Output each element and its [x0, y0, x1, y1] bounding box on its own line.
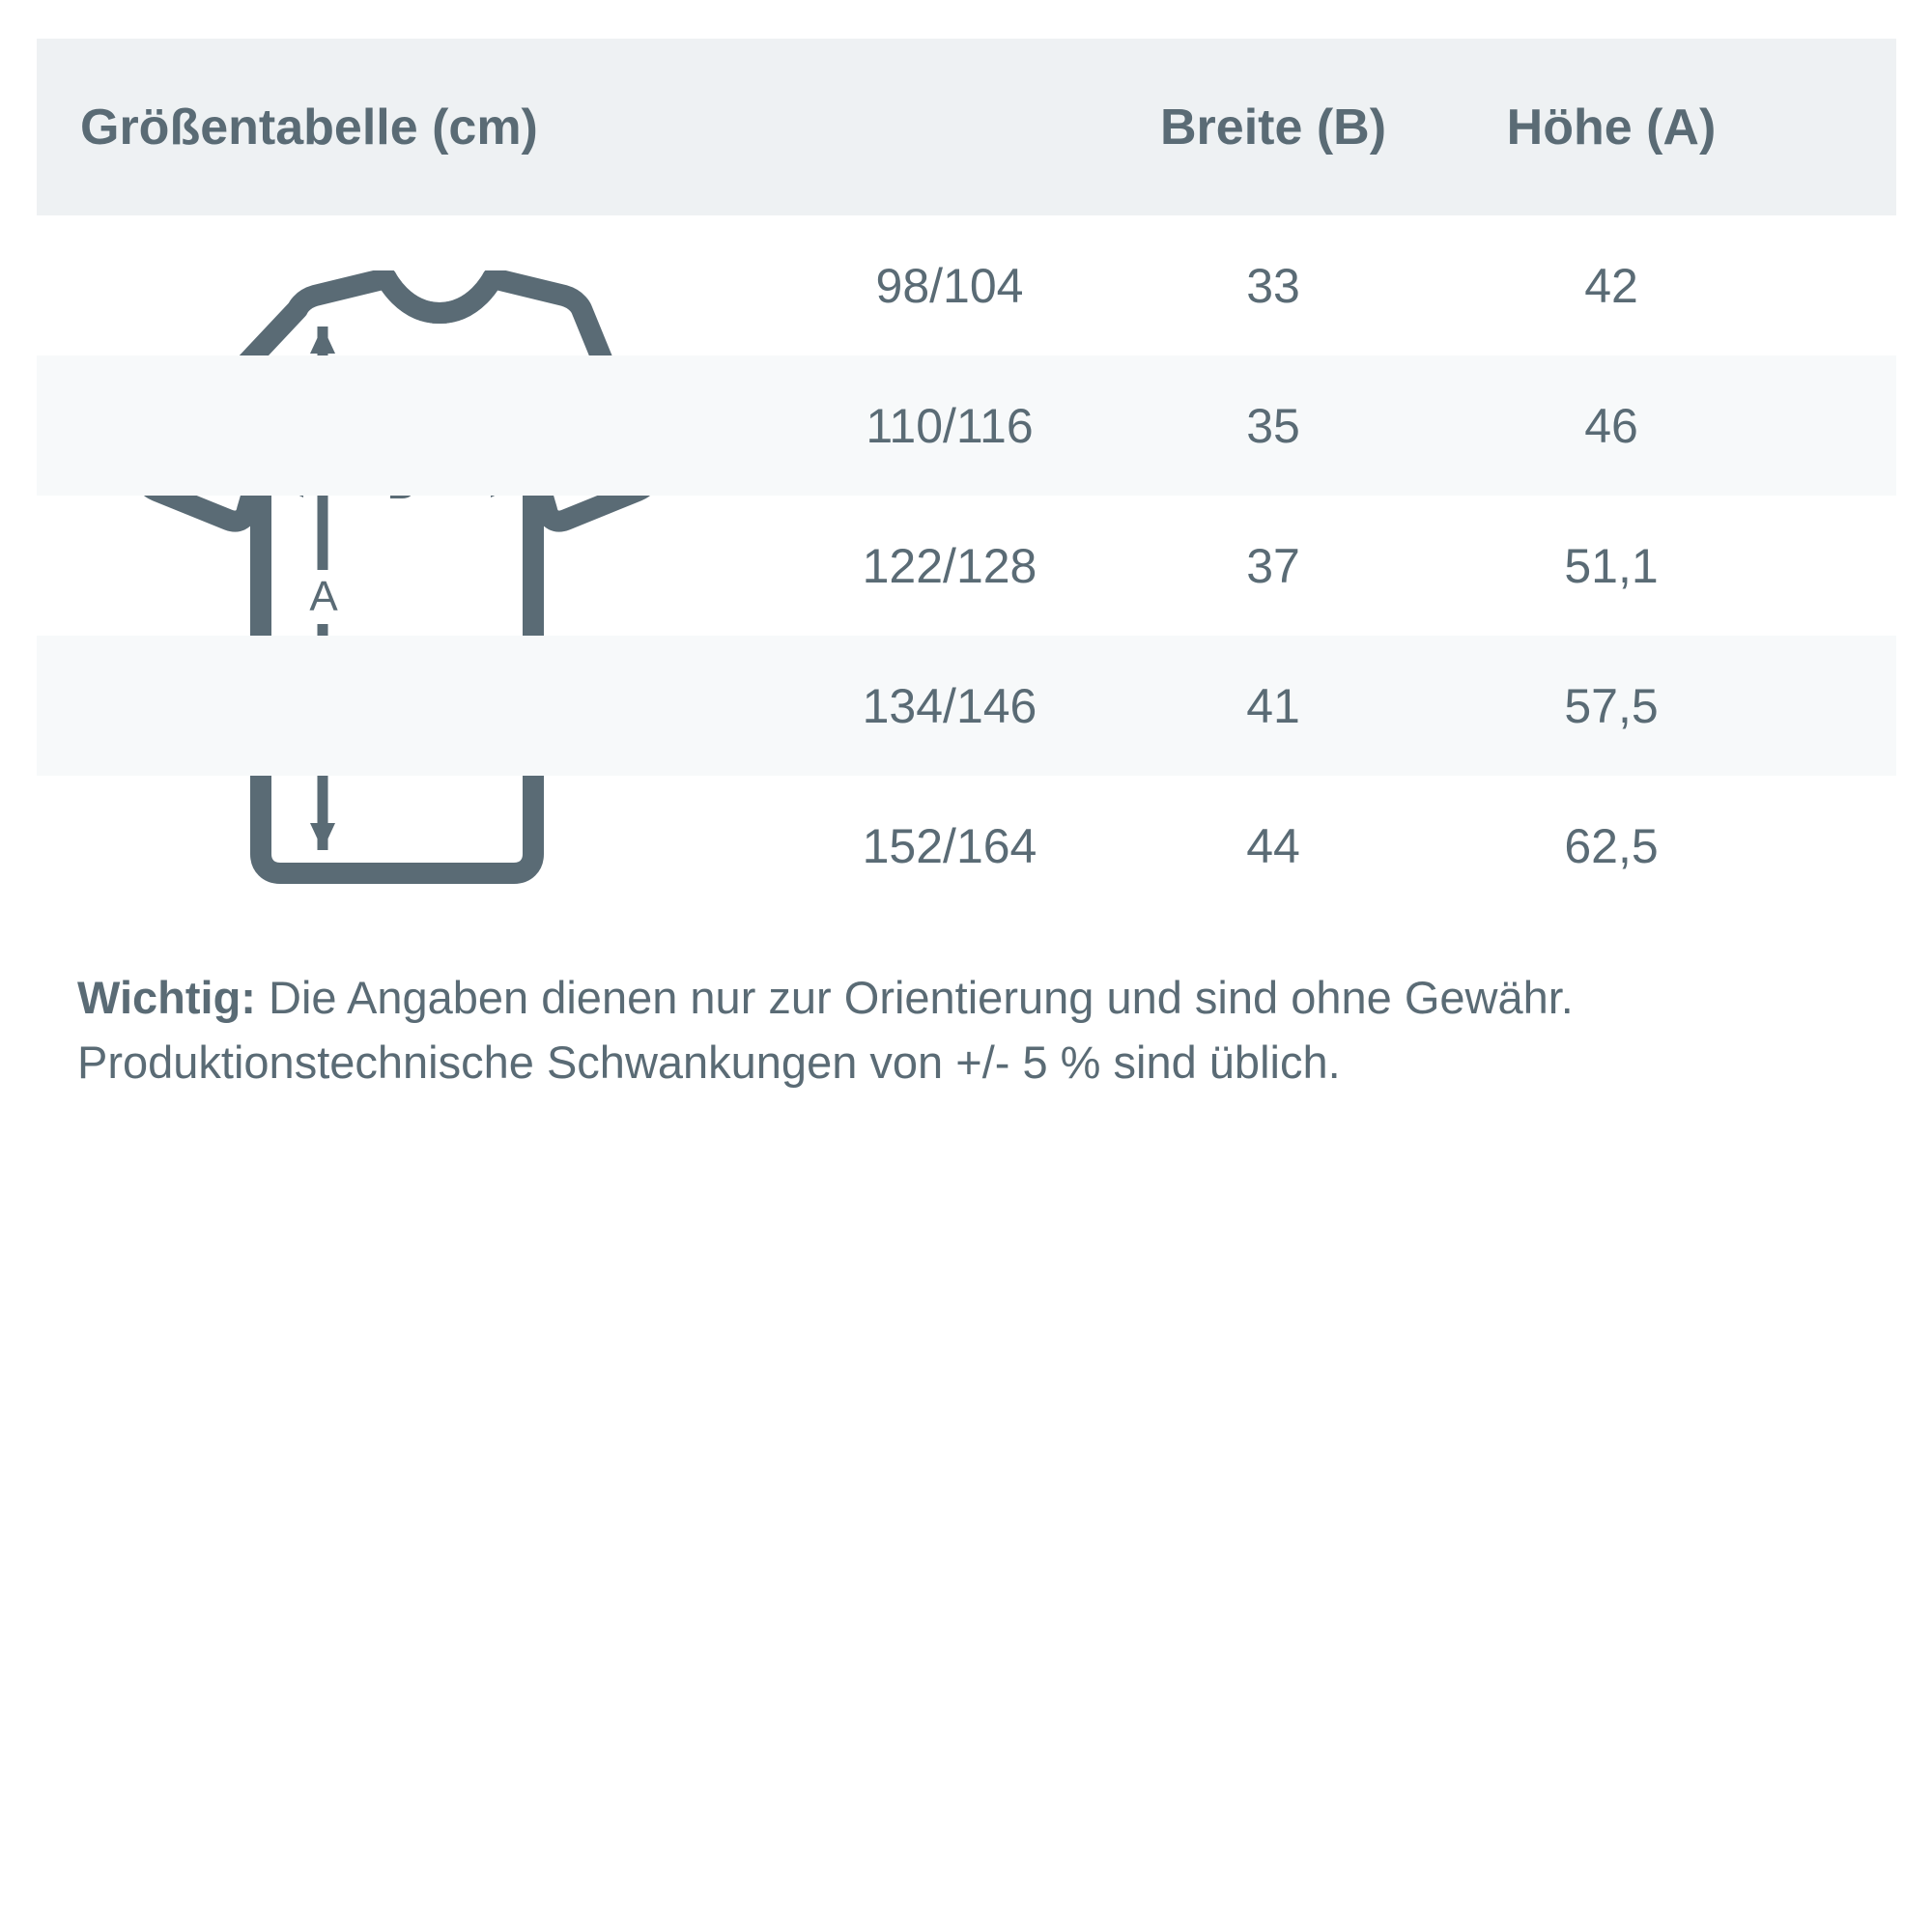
table-header-bar	[37, 39, 1896, 215]
disclaimer-note	[77, 966, 1816, 1094]
cell-width: 41	[1246, 678, 1300, 733]
cell-size: 134/146	[862, 678, 1037, 733]
size-table	[37, 215, 1896, 916]
cell-height: 42	[1584, 258, 1638, 313]
table-row	[37, 776, 1896, 916]
diagram-label-a: A	[309, 573, 338, 620]
cell-width: 33	[1246, 258, 1300, 313]
cell-height: 57,5	[1564, 678, 1659, 733]
cell-height: 62,5	[1564, 818, 1659, 873]
table-row	[37, 496, 1896, 636]
table-row	[37, 636, 1896, 776]
column-header-width: Breite (B)	[1159, 99, 1387, 156]
cell-height: 51,1	[1564, 538, 1659, 593]
disclaimer-label: Wichtig:	[77, 972, 256, 1023]
table-row	[37, 355, 1896, 496]
cell-width: 37	[1246, 538, 1300, 593]
cell-height: 46	[1584, 398, 1638, 453]
cell-size: 152/164	[862, 818, 1037, 873]
column-header-height: Höhe (A)	[1506, 99, 1717, 156]
page-title: Größentabelle (cm)	[80, 99, 538, 156]
cell-size: 98/104	[875, 258, 1024, 313]
cell-size: 122/128	[862, 538, 1037, 593]
table-row	[37, 215, 1896, 355]
cell-width: 35	[1246, 398, 1300, 453]
disclaimer-text: Die Angaben dienen nur zur Orientierung und sind ohne Gewähr. Produktionstechnische Schwankungen von +/- 5 % sind üblich.	[77, 972, 1574, 1088]
cell-width: 44	[1246, 818, 1300, 873]
cell-size: 110/116	[866, 398, 1034, 453]
